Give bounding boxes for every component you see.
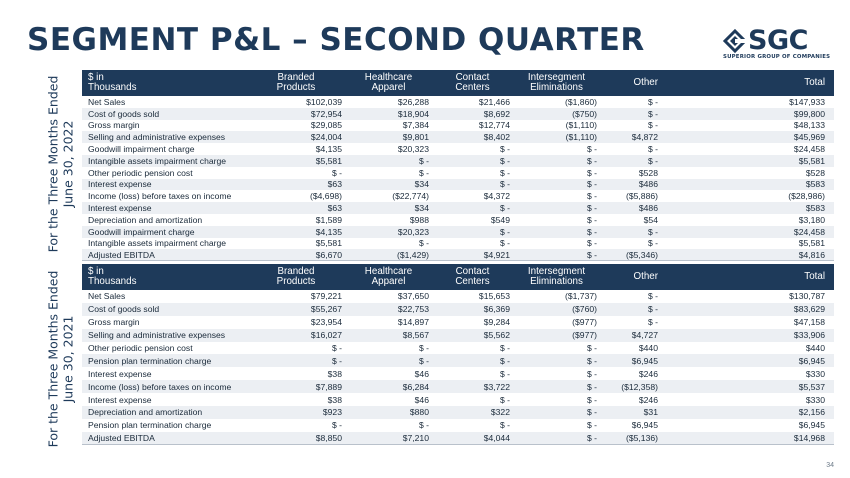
intersegment-value: $ - bbox=[586, 355, 597, 366]
contact-centers-value: $322 bbox=[490, 407, 510, 418]
total-value: $24,458 bbox=[793, 144, 825, 155]
healthcare-apparel-value: $20,323 bbox=[397, 144, 429, 155]
healthcare-apparel-value: $26,288 bbox=[397, 96, 429, 107]
intersegment-value: $ - bbox=[586, 191, 597, 202]
other-value: $6,945 bbox=[631, 420, 658, 431]
branded-products-value: $ - bbox=[331, 343, 342, 353]
table-body bbox=[82, 96, 834, 261]
other-value: $ - bbox=[647, 108, 658, 119]
contact-centers-value: $3,722 bbox=[483, 381, 510, 392]
row-label: Selling and administrative expenses bbox=[88, 132, 226, 143]
contact-centers-value: $9,284 bbox=[483, 317, 510, 328]
page-title: SEGMENT P&L – SECOND QUARTER bbox=[27, 22, 645, 58]
total-value: $2,156 bbox=[798, 407, 825, 418]
branded-products-value: $63 bbox=[327, 203, 342, 214]
other-value: $ - bbox=[647, 226, 658, 237]
table-row bbox=[82, 214, 834, 226]
row-label: Interest expense bbox=[88, 179, 152, 190]
table-row bbox=[82, 342, 834, 355]
total-value: $6,945 bbox=[798, 420, 825, 431]
branded-products-value: $4,135 bbox=[315, 144, 342, 155]
branded-products-value: $38 bbox=[327, 368, 342, 379]
intersegment-value: ($760) bbox=[572, 304, 597, 315]
row-label: Income (loss) before taxes on income bbox=[88, 381, 232, 392]
healthcare-apparel-value: $ - bbox=[418, 343, 429, 353]
contact-centers-value: $ - bbox=[499, 203, 510, 214]
branded-products-value: $ - bbox=[331, 167, 342, 178]
row-label: Selling and administrative expenses bbox=[88, 330, 226, 341]
period-label-line2: June 30, 2021 bbox=[60, 315, 76, 403]
header-healthcare-apparel: Healthcare Apparel bbox=[364, 266, 413, 287]
total-value: $3,180 bbox=[798, 214, 825, 225]
other-value: $246 bbox=[638, 368, 658, 379]
intersegment-value: $ - bbox=[586, 214, 597, 225]
contact-centers-value: $ - bbox=[499, 226, 510, 237]
intersegment-value: ($1,110) bbox=[565, 120, 597, 131]
contact-centers-value: $ - bbox=[499, 343, 510, 353]
table-row bbox=[82, 290, 834, 303]
table-row bbox=[82, 143, 834, 155]
table-row bbox=[82, 131, 834, 143]
page-number: 34 bbox=[826, 462, 834, 469]
header-other: Other bbox=[633, 77, 658, 88]
table-header bbox=[82, 264, 834, 290]
logo-tagline: SUPERIOR GROUP OF COMPANIES bbox=[723, 54, 831, 60]
row-label: Net Sales bbox=[88, 96, 126, 107]
table-row bbox=[82, 108, 834, 120]
intersegment-value: $ - bbox=[586, 179, 597, 190]
table-row bbox=[82, 354, 834, 367]
row-label: Income (loss) before taxes on income bbox=[88, 191, 232, 202]
other-value: ($12,358) bbox=[621, 381, 658, 392]
contact-centers-value: $4,372 bbox=[483, 191, 510, 202]
period-label-line1: For the Three Months Ended bbox=[45, 270, 61, 448]
row-label: Adjusted EBITDA bbox=[88, 432, 155, 443]
healthcare-apparel-value: $46 bbox=[414, 394, 429, 405]
healthcare-apparel-value: $34 bbox=[414, 179, 429, 190]
row-label: Intangible assets impairment charge bbox=[88, 155, 227, 166]
other-value: $ - bbox=[647, 304, 658, 315]
branded-products-value: $102,039 bbox=[306, 96, 342, 107]
table-row bbox=[82, 249, 834, 261]
total-value: $147,933 bbox=[789, 96, 825, 107]
branded-products-value: $5,581 bbox=[315, 155, 342, 166]
contact-centers-value: $8,402 bbox=[483, 132, 510, 143]
branded-products-value: $5,581 bbox=[315, 238, 342, 249]
total-value: $583 bbox=[805, 179, 825, 190]
total-value: $99,800 bbox=[793, 108, 825, 119]
branded-products-value: $72,954 bbox=[310, 108, 342, 119]
branded-products-value: $ - bbox=[331, 420, 342, 431]
table-2022 bbox=[82, 70, 834, 261]
contact-centers-value: $6,369 bbox=[483, 304, 510, 315]
healthcare-apparel-value: $37,650 bbox=[397, 291, 429, 302]
contact-centers-value: $549 bbox=[490, 214, 510, 225]
other-value: ($5,886) bbox=[625, 191, 658, 202]
table-row bbox=[82, 393, 834, 406]
total-value: ($28,986) bbox=[788, 191, 825, 202]
healthcare-apparel-value: ($22,774) bbox=[392, 191, 429, 202]
intersegment-value: $ - bbox=[586, 432, 597, 443]
table-row bbox=[82, 190, 834, 202]
healthcare-apparel-value: $ - bbox=[418, 420, 429, 431]
total-value: $5,537 bbox=[798, 381, 825, 392]
logo-wordmark: SGC bbox=[748, 25, 808, 56]
intersegment-value: $ - bbox=[586, 238, 597, 249]
other-value: $ - bbox=[647, 238, 658, 249]
contact-centers-value: $5,562 bbox=[483, 330, 510, 341]
healthcare-apparel-value: $8,567 bbox=[402, 330, 429, 341]
row-label: Other periodic pension cost bbox=[88, 167, 193, 178]
other-value: $31 bbox=[643, 407, 658, 418]
total-value: $24,458 bbox=[793, 226, 825, 237]
row-label: Net Sales bbox=[88, 291, 126, 302]
intersegment-value: $ - bbox=[586, 144, 597, 155]
row-label: Gross margin bbox=[88, 120, 140, 131]
other-value: $486 bbox=[638, 179, 658, 190]
total-value: $330 bbox=[805, 394, 825, 405]
table-row bbox=[82, 316, 834, 329]
table-row bbox=[82, 238, 834, 250]
branded-products-value: $923 bbox=[322, 407, 342, 418]
row-label: Depreciation and amortization bbox=[88, 214, 203, 225]
total-value: $33,906 bbox=[793, 330, 825, 341]
other-value: $ - bbox=[647, 96, 658, 107]
table-row bbox=[82, 96, 834, 108]
table-row bbox=[82, 432, 834, 445]
healthcare-apparel-value: $988 bbox=[409, 214, 429, 225]
total-value: $330 bbox=[805, 368, 825, 379]
row-label: Intangible assets impairment charge bbox=[88, 238, 227, 249]
contact-centers-value: $ - bbox=[499, 355, 510, 366]
row-label: Interest expense bbox=[88, 394, 152, 405]
intersegment-value: $ - bbox=[586, 381, 597, 392]
branded-products-value: $23,954 bbox=[310, 317, 342, 328]
header-healthcare-apparel: Healthcare Apparel bbox=[364, 72, 413, 93]
healthcare-apparel-value: $ - bbox=[418, 355, 429, 366]
total-value: $440 bbox=[805, 343, 825, 353]
healthcare-apparel-value: ($1,429) bbox=[396, 249, 429, 260]
table-row bbox=[82, 155, 834, 167]
total-value: $47,158 bbox=[793, 317, 825, 328]
table-row bbox=[82, 120, 834, 132]
intersegment-value: $ - bbox=[586, 420, 597, 431]
contact-centers-value: $12,774 bbox=[478, 120, 510, 131]
row-label: Goodwill impairment charge bbox=[88, 226, 195, 237]
row-label: Goodwill impairment charge bbox=[88, 144, 195, 155]
intersegment-value: $ - bbox=[586, 226, 597, 237]
healthcare-apparel-value: $22,753 bbox=[397, 304, 429, 315]
contact-centers-value: $ - bbox=[499, 368, 510, 379]
branded-products-value: $1,589 bbox=[315, 214, 342, 225]
intersegment-value: ($977) bbox=[572, 317, 597, 328]
intersegment-value: ($1,860) bbox=[564, 96, 597, 107]
row-label: Adjusted EBITDA bbox=[88, 249, 155, 260]
table-body bbox=[82, 290, 834, 445]
other-value: $246 bbox=[638, 394, 658, 405]
healthcare-apparel-value: $880 bbox=[409, 407, 429, 418]
contact-centers-value: $ - bbox=[499, 144, 510, 155]
header-intersegment-eliminations: Intersegment Eliminations bbox=[527, 266, 586, 287]
intersegment-value: $ - bbox=[586, 394, 597, 405]
contact-centers-value: $21,466 bbox=[478, 96, 510, 107]
table-row bbox=[82, 179, 834, 191]
row-label: Depreciation and amortization bbox=[88, 407, 203, 418]
period-label-line1: For the Three Months Ended bbox=[45, 75, 61, 253]
other-value: $ - bbox=[647, 155, 658, 166]
row-label: Interest expense bbox=[88, 203, 152, 214]
branded-products-value: $24,004 bbox=[310, 132, 342, 143]
table-row bbox=[82, 329, 834, 342]
healthcare-apparel-value: $9,801 bbox=[402, 132, 429, 143]
healthcare-apparel-value: $34 bbox=[414, 203, 429, 214]
intersegment-value: $ - bbox=[586, 155, 597, 166]
total-value: $48,133 bbox=[793, 120, 825, 131]
healthcare-apparel-value: $18,904 bbox=[397, 108, 429, 119]
table-row bbox=[82, 226, 834, 238]
table-row bbox=[82, 367, 834, 380]
branded-products-value: $6,670 bbox=[315, 249, 342, 260]
total-value: $83,629 bbox=[793, 304, 825, 315]
other-value: $6,945 bbox=[631, 355, 658, 366]
other-value: $ - bbox=[647, 144, 658, 155]
row-label: Gross margin bbox=[88, 317, 140, 328]
header-contact-centers: Contact Centers bbox=[455, 266, 490, 287]
contact-centers-value: $ - bbox=[499, 238, 510, 249]
contact-centers-value: $ - bbox=[499, 420, 510, 431]
branded-products-value: $55,267 bbox=[310, 304, 342, 315]
sgc-diamond-icon bbox=[722, 28, 748, 54]
intersegment-value: $ - bbox=[586, 203, 597, 214]
other-value: $440 bbox=[638, 343, 658, 353]
header-branded-products: Branded Products bbox=[276, 266, 316, 287]
other-value: $ - bbox=[647, 291, 658, 302]
table-row bbox=[82, 303, 834, 316]
branded-products-value: $29,085 bbox=[310, 120, 342, 131]
table-row bbox=[82, 202, 834, 214]
intersegment-value: ($977) bbox=[572, 330, 597, 341]
intersegment-value: ($1,737) bbox=[564, 291, 597, 302]
other-value: ($5,136) bbox=[625, 432, 658, 443]
contact-centers-value: $ - bbox=[499, 155, 510, 166]
intersegment-value: $ - bbox=[586, 249, 597, 260]
healthcare-apparel-value: $ - bbox=[418, 155, 429, 166]
total-value: $130,787 bbox=[789, 291, 825, 302]
contact-centers-value: $8,692 bbox=[483, 108, 510, 119]
header-branded-products: Branded Products bbox=[276, 72, 316, 93]
healthcare-apparel-value: $46 bbox=[414, 368, 429, 379]
header-units: $ in Thousands bbox=[88, 72, 137, 93]
other-value: $ - bbox=[647, 317, 658, 328]
table-header bbox=[82, 70, 834, 96]
other-value: ($5,346) bbox=[625, 249, 658, 260]
table-row bbox=[82, 406, 834, 419]
branded-products-value: ($4,698) bbox=[309, 191, 342, 202]
branded-products-value: $4,135 bbox=[315, 226, 342, 237]
healthcare-apparel-value: $7,210 bbox=[402, 432, 429, 443]
intersegment-value: $ - bbox=[586, 343, 597, 353]
branded-products-value: $ - bbox=[331, 355, 342, 366]
branded-products-value: $79,221 bbox=[310, 291, 342, 302]
period-label-2021 bbox=[45, 264, 75, 454]
healthcare-apparel-value: $20,323 bbox=[397, 226, 429, 237]
contact-centers-value: $4,921 bbox=[483, 249, 510, 260]
branded-products-value: $7,889 bbox=[315, 381, 342, 392]
contact-centers-value: $ - bbox=[499, 179, 510, 190]
branded-products-value: $8,850 bbox=[315, 432, 342, 443]
table-row bbox=[82, 380, 834, 393]
company-logo bbox=[722, 25, 832, 66]
intersegment-value: ($1,110) bbox=[565, 132, 597, 143]
healthcare-apparel-value: $14,897 bbox=[397, 317, 429, 328]
contact-centers-value: $15,653 bbox=[478, 291, 510, 302]
intersegment-value: $ - bbox=[586, 407, 597, 418]
other-value: $4,872 bbox=[631, 132, 658, 143]
other-value: $486 bbox=[638, 203, 658, 214]
healthcare-apparel-value: $7,384 bbox=[402, 120, 429, 131]
row-label: Cost of goods sold bbox=[88, 304, 160, 315]
period-label-2022 bbox=[45, 70, 75, 258]
total-value: $5,581 bbox=[798, 238, 825, 249]
header-total: Total bbox=[804, 271, 825, 282]
branded-products-value: $38 bbox=[327, 394, 342, 405]
header-other: Other bbox=[633, 271, 658, 282]
total-value: $583 bbox=[805, 203, 825, 214]
intersegment-value: $ - bbox=[586, 368, 597, 379]
period-label-line2: June 30, 2022 bbox=[60, 120, 76, 208]
total-value: $4,816 bbox=[798, 249, 825, 260]
row-label: Cost of goods sold bbox=[88, 108, 160, 119]
healthcare-apparel-value: $ - bbox=[418, 238, 429, 249]
contact-centers-value: $ - bbox=[499, 394, 510, 405]
table-row bbox=[82, 167, 834, 179]
branded-products-value: $16,027 bbox=[310, 330, 342, 341]
other-value: $ - bbox=[647, 120, 658, 131]
total-value: $528 bbox=[805, 167, 825, 178]
header-intersegment-eliminations: Intersegment Eliminations bbox=[527, 72, 586, 93]
table-row bbox=[82, 419, 834, 432]
total-value: $14,968 bbox=[793, 432, 825, 443]
row-label: Interest expense bbox=[88, 368, 152, 379]
header-units: $ in Thousands bbox=[88, 266, 137, 287]
intersegment-value: ($750) bbox=[572, 108, 597, 119]
total-value: $45,969 bbox=[793, 132, 825, 143]
row-label: Other periodic pension cost bbox=[88, 343, 193, 353]
header-total: Total bbox=[804, 77, 825, 88]
table-2021 bbox=[82, 264, 834, 445]
row-label: Pension plan termination charge bbox=[88, 355, 212, 366]
total-value: $6,945 bbox=[798, 355, 825, 366]
total-value: $5,581 bbox=[798, 155, 825, 166]
contact-centers-value: $ - bbox=[499, 167, 510, 178]
healthcare-apparel-value: $6,284 bbox=[402, 381, 429, 392]
other-value: $54 bbox=[643, 214, 658, 225]
branded-products-value: $63 bbox=[327, 179, 342, 190]
other-value: $4,727 bbox=[631, 330, 658, 341]
contact-centers-value: $4,044 bbox=[483, 432, 510, 443]
row-label: Pension plan termination charge bbox=[88, 420, 212, 431]
healthcare-apparel-value: $ - bbox=[418, 167, 429, 178]
intersegment-value: $ - bbox=[586, 167, 597, 178]
other-value: $528 bbox=[638, 167, 658, 178]
header-contact-centers: Contact Centers bbox=[455, 72, 490, 93]
